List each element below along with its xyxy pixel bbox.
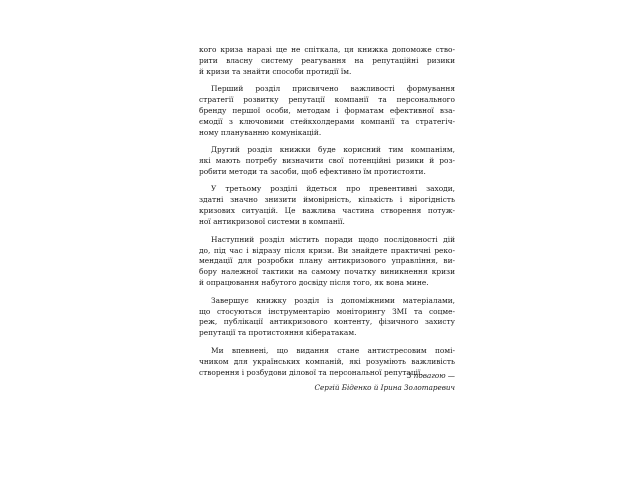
text-line: ємодії з ключовими стейкхолдерами компанії та стратегіч-: [199, 116, 455, 126]
signature-authors: Сергій Біденко й Ірина Золотаревич: [314, 382, 455, 392]
text-line: що стосуються інструментарію моніторингу ЗМІ та соцме-: [199, 306, 455, 316]
text-line: реж, публікації антикризового контенту, фізичного захисту: [199, 317, 455, 327]
text-line: ної антикризової системи в компанії.: [199, 217, 345, 227]
text-line: Завершує книжку розділ із допоміжними матеріалами,: [211, 295, 455, 305]
text-line: які мають потребу визначити свої потенційні ризики й роз-: [199, 156, 455, 166]
text-line: створення і розбудови ділової та персональної репутації.: [199, 367, 423, 377]
text-line: бору належної тактики на самому початку виникнення кризи: [199, 267, 455, 277]
paragraph-3: [199, 145, 455, 178]
paragraph-1: [199, 45, 455, 78]
paragraph-5: [199, 235, 455, 290]
text-line: й кризи та знайти способи протидії їм.: [199, 66, 352, 76]
text-line: Перший розділ присвячено важливості формування: [211, 84, 455, 94]
paragraph-6: [199, 296, 455, 340]
paragraph-4: [199, 184, 455, 228]
text-line: Другий розділ книжки буде корисний тим компаніям,: [211, 145, 455, 155]
paragraph-2: [199, 84, 455, 139]
text-line: бренду першої особи, методам і форматам ефективної вза-: [199, 106, 455, 116]
signature-block: [199, 367, 455, 393]
signature-closing: З повагою —: [407, 371, 455, 380]
text-line: здатні значно знизити ймовірність, кількість і вірогідність: [199, 195, 455, 205]
text-line: робити методи та засоби, щоб ефективно їм протистояти.: [199, 167, 426, 177]
text-line: Ми впевнені, що видання стане антистресовим помі-: [211, 345, 455, 355]
text-line: репутації та протистояння кібератакам.: [199, 328, 357, 338]
text-line: мендації для розробки плану антикризового управління, ви-: [199, 256, 455, 266]
text-line: У третьому розділі йдеться про превентивні заходи,: [211, 184, 455, 194]
text-line: до, під час і відразу після кризи. Ви знайдете практичні реко-: [199, 245, 455, 255]
text-line: ному плануванню комунікацій.: [199, 127, 322, 137]
text-line: чником для українських компаній, які розуміють важливість: [199, 356, 455, 366]
text-line: кого криза наразі ще не спіткала, ця книжка допоможе ство-: [199, 45, 455, 54]
body-text: [199, 45, 455, 385]
text-line: рити власну систему реагування на репутаційні ризики: [199, 55, 455, 65]
text-line: стратегії розвитку репутації компанії та персонального: [199, 95, 455, 105]
text-line: Наступний розділ містить поради щодо послідовності дій: [211, 234, 455, 244]
text-line: й опрацювання набутого досвіду після того, як вона мине.: [199, 278, 429, 288]
text-line: кризових ситуацій. Це важлива частина створення потуж-: [199, 206, 455, 216]
